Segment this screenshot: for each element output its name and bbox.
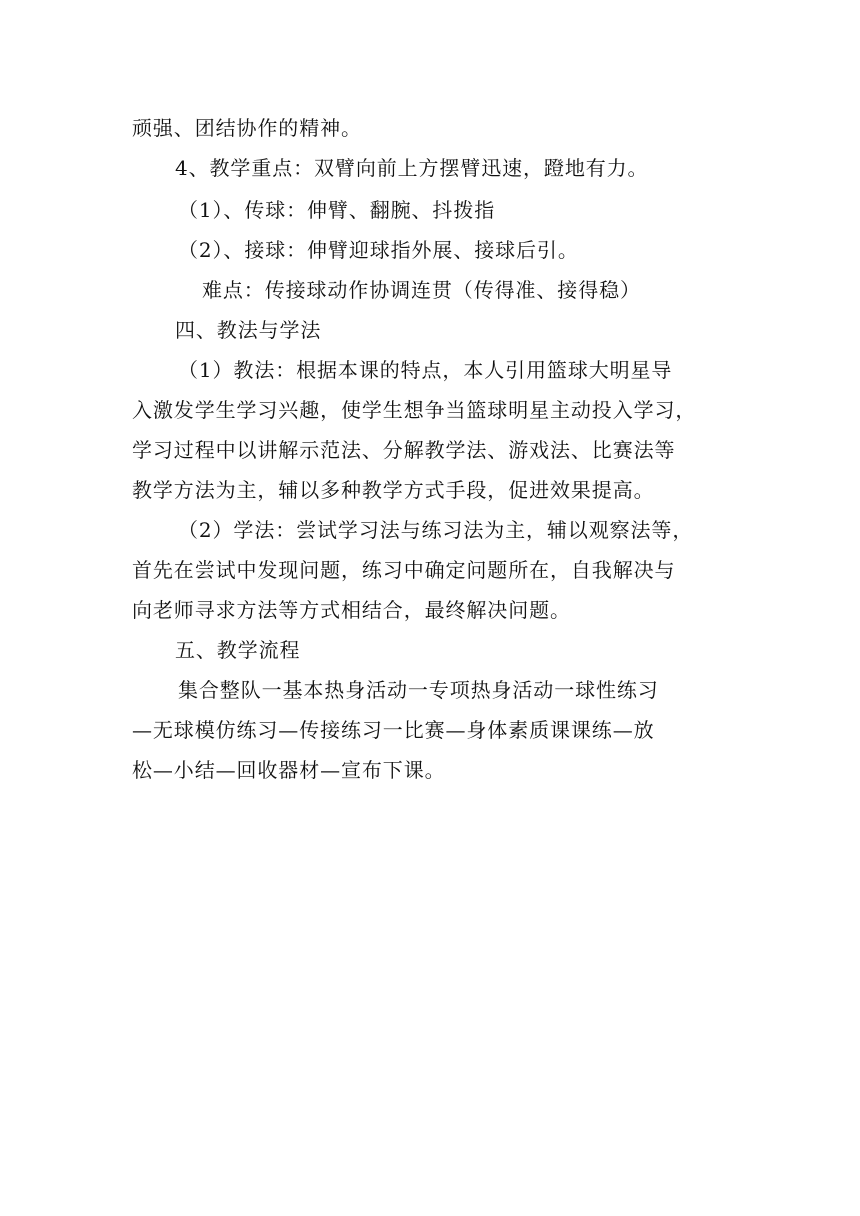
text-line: 松—小结—回收器材—宣布下课。 xyxy=(132,758,446,782)
text-line: （2）、接球：伸臂迎球指外展、接球后引。 xyxy=(178,238,579,262)
text-line: —无球模仿练习—传接练习一比赛—身体素质课课练—放 xyxy=(132,718,655,742)
text-line: 集合整队一基本热身活动一专项热身活动一球性练习 xyxy=(178,678,659,702)
text-line: 教学方法为主，辅以多种教学方式手段，促进效果提高。 xyxy=(132,478,655,502)
text-line: 入激发学生学习兴趣，使学生想争当篮球明星主动投入学习， xyxy=(132,398,697,422)
section-heading: 四、教法与学法 xyxy=(175,318,322,342)
text-line: （1）教法：根据本课的特点，本人引用篮球大明星导 xyxy=(178,358,673,382)
text-line: 学习过程中以讲解示范法、分解教学法、游戏法、比赛法等 xyxy=(132,438,676,462)
text-line: 首先在尝试中发现问题，练习中确定问题所在，自我解决与 xyxy=(132,558,676,582)
text-line: 难点：传接球动作协调连贯（传得准、接得稳） xyxy=(202,278,641,302)
section-heading: 五、教学流程 xyxy=(175,638,301,662)
text-line: 顽强、团结协作的精神。 xyxy=(132,116,362,140)
text-line: 向老师寻求方法等方式相结合，最终解决问题。 xyxy=(132,598,571,622)
text-line: （1）、传球：伸臂、翻腕、抖拨指 xyxy=(178,198,496,222)
text-line: 4、教学重点：双臂向前上方摆臂迅速，蹬地有力。 xyxy=(175,156,649,180)
text-line: （2）学法：尝试学习法与练习法为主，辅以观察法等， xyxy=(178,518,694,542)
